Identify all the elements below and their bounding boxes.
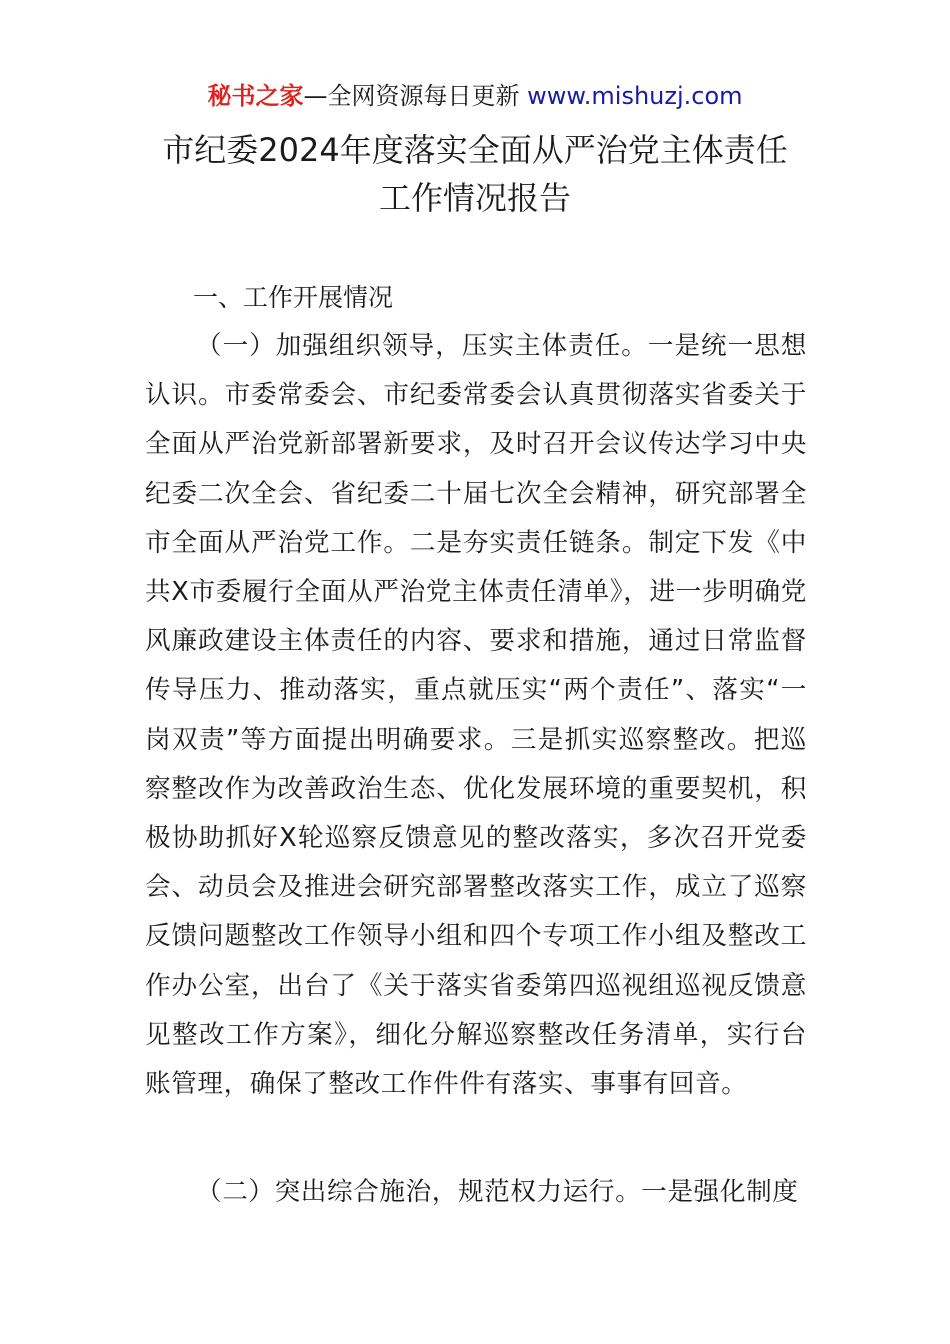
body-paragraph-2: （二）突出综合施治，规范权力运行。一是强化制度 [196,1177,799,1207]
site-banner [0,80,950,112]
body-paragraph-1: （一）加强组织领导，压实主体责任。一是统一思想认识。市委常委会、市纪委常委会认真贯彻落实省委关于全面从严治党新部署新要求，及时召开会议传达学习中央纪委二次全会、省纪委二十届七次全会精神，研究部署全市全面从严治党工作。二是夯实责任链条。制定下发《中共X市委履行全面从严治党主体责任清单》，进一步明确党风廉政建设主体责任的内容、要求和措施，通过日常监督传导压力、推动落实，重点就压实“两个责任”、落实“一岗双责”等方面提出明确要求。三是抓实巡察整改。把巡察整改作为改善政治生态、优化发展环境的重要契机，积极协助抓好X轮巡察反馈意见的整改落实，多次召开党委会、动员会及推进会研究部署整改落实工作，成立了巡察反馈问题整改工作领导小组和四个专项工作小组及整改工作办公室，出台了《关于落实省委第四巡视组巡视反馈意见整改工作方案》，细化分解巡察整改任务清单，实行台账管理，确保了整改工作件件有落实、事事有回音。 [145,331,807,1100]
section-heading: 一、工作开展情况 [193,283,394,312]
document-title-line-2: 工作情况报告 [378,179,571,217]
banner-site-link[interactable]: www.mishuzj.com [527,82,743,110]
banner-tagline: —全网资源每日更新 [303,82,528,110]
document-title-line-1: 市纪委2024年度落实全面从严治党主体责任 [162,131,788,169]
banner-brand: 秘书之家 [207,82,304,110]
